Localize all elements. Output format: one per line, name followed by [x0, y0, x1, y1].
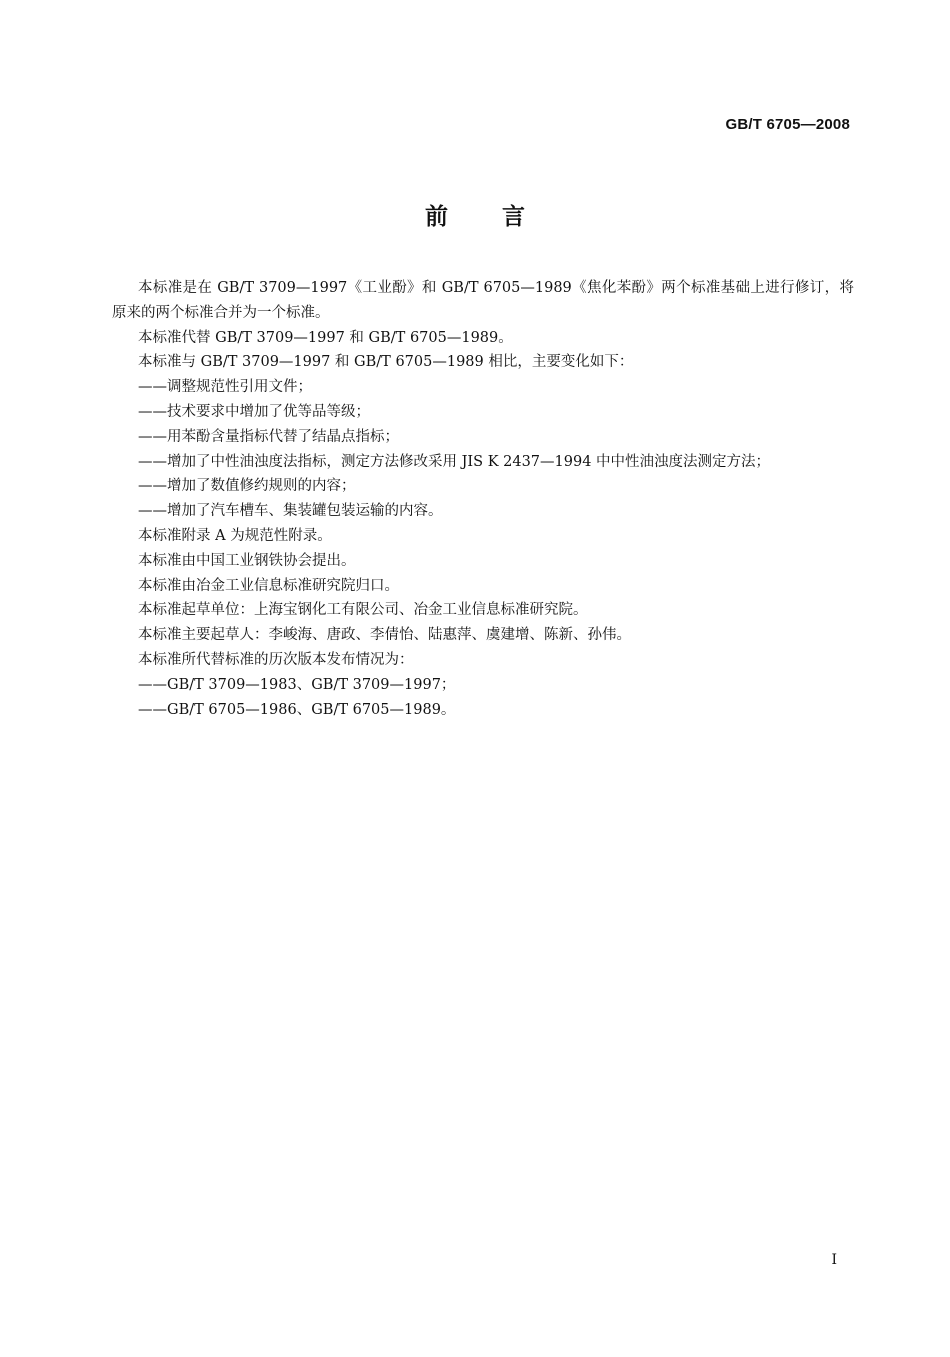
history-item: ——GB/T 6705—1986、GB/T 6705—1989。: [138, 701, 456, 718]
standard-number: GB/T 6705—2008: [725, 116, 850, 133]
paragraph-intro: 本标准是在 GB/T 3709—1997《工业酚》和 GB/T 6705—1989《焦化苯酚》两个标准基础上进行修订，将原来的两个标准合并为一个标准。: [112, 280, 854, 321]
paragraph-proposer: 本标准由中国工业钢铁协会提出。: [138, 552, 356, 569]
page-number: I: [831, 1252, 837, 1268]
paragraph-replaces: 本标准代替 GB/T 3709—1997 和 GB/T 6705—1989。: [138, 329, 513, 346]
list-item: ——增加了数值修约规则的内容；: [138, 478, 356, 495]
foreword-body: [112, 276, 854, 722]
paragraph-drafters: 本标准主要起草人：李峻海、唐政、李倩怡、陆惠萍、虞建增、陈新、孙伟。: [138, 627, 631, 644]
page-title: 前言: [425, 204, 579, 230]
paragraph-history-intro: 本标准所代替标准的历次版本发布情况为：: [138, 651, 414, 668]
paragraph-appendix: 本标准附录 A 为规范性附录。: [138, 527, 332, 544]
list-item: ——增加了汽车槽车、集装罐包装运输的内容。: [138, 503, 443, 520]
paragraph-drafting-units: 本标准起草单位：上海宝钢化工有限公司、冶金工业信息标准研究院。: [138, 602, 588, 619]
paragraph-administrator: 本标准由冶金工业信息标准研究院归口。: [138, 577, 399, 594]
paragraph-changes-intro: 本标准与 GB/T 3709—1997 和 GB/T 6705—1989 相比，主要变化如下：: [138, 354, 634, 371]
list-item: ——调整规范性引用文件；: [138, 379, 312, 396]
list-item: ——技术要求中增加了优等品等级；: [138, 403, 370, 420]
list-item: ——用苯酚含量指标代替了结晶点指标；: [138, 428, 399, 445]
list-item: ——增加了中性油浊度法指标，测定方法修改采用 JIS K 2437—1994 中中性油浊度法测定方法；: [138, 453, 771, 470]
history-item: ——GB/T 3709—1983、GB/T 3709—1997；: [138, 676, 456, 693]
